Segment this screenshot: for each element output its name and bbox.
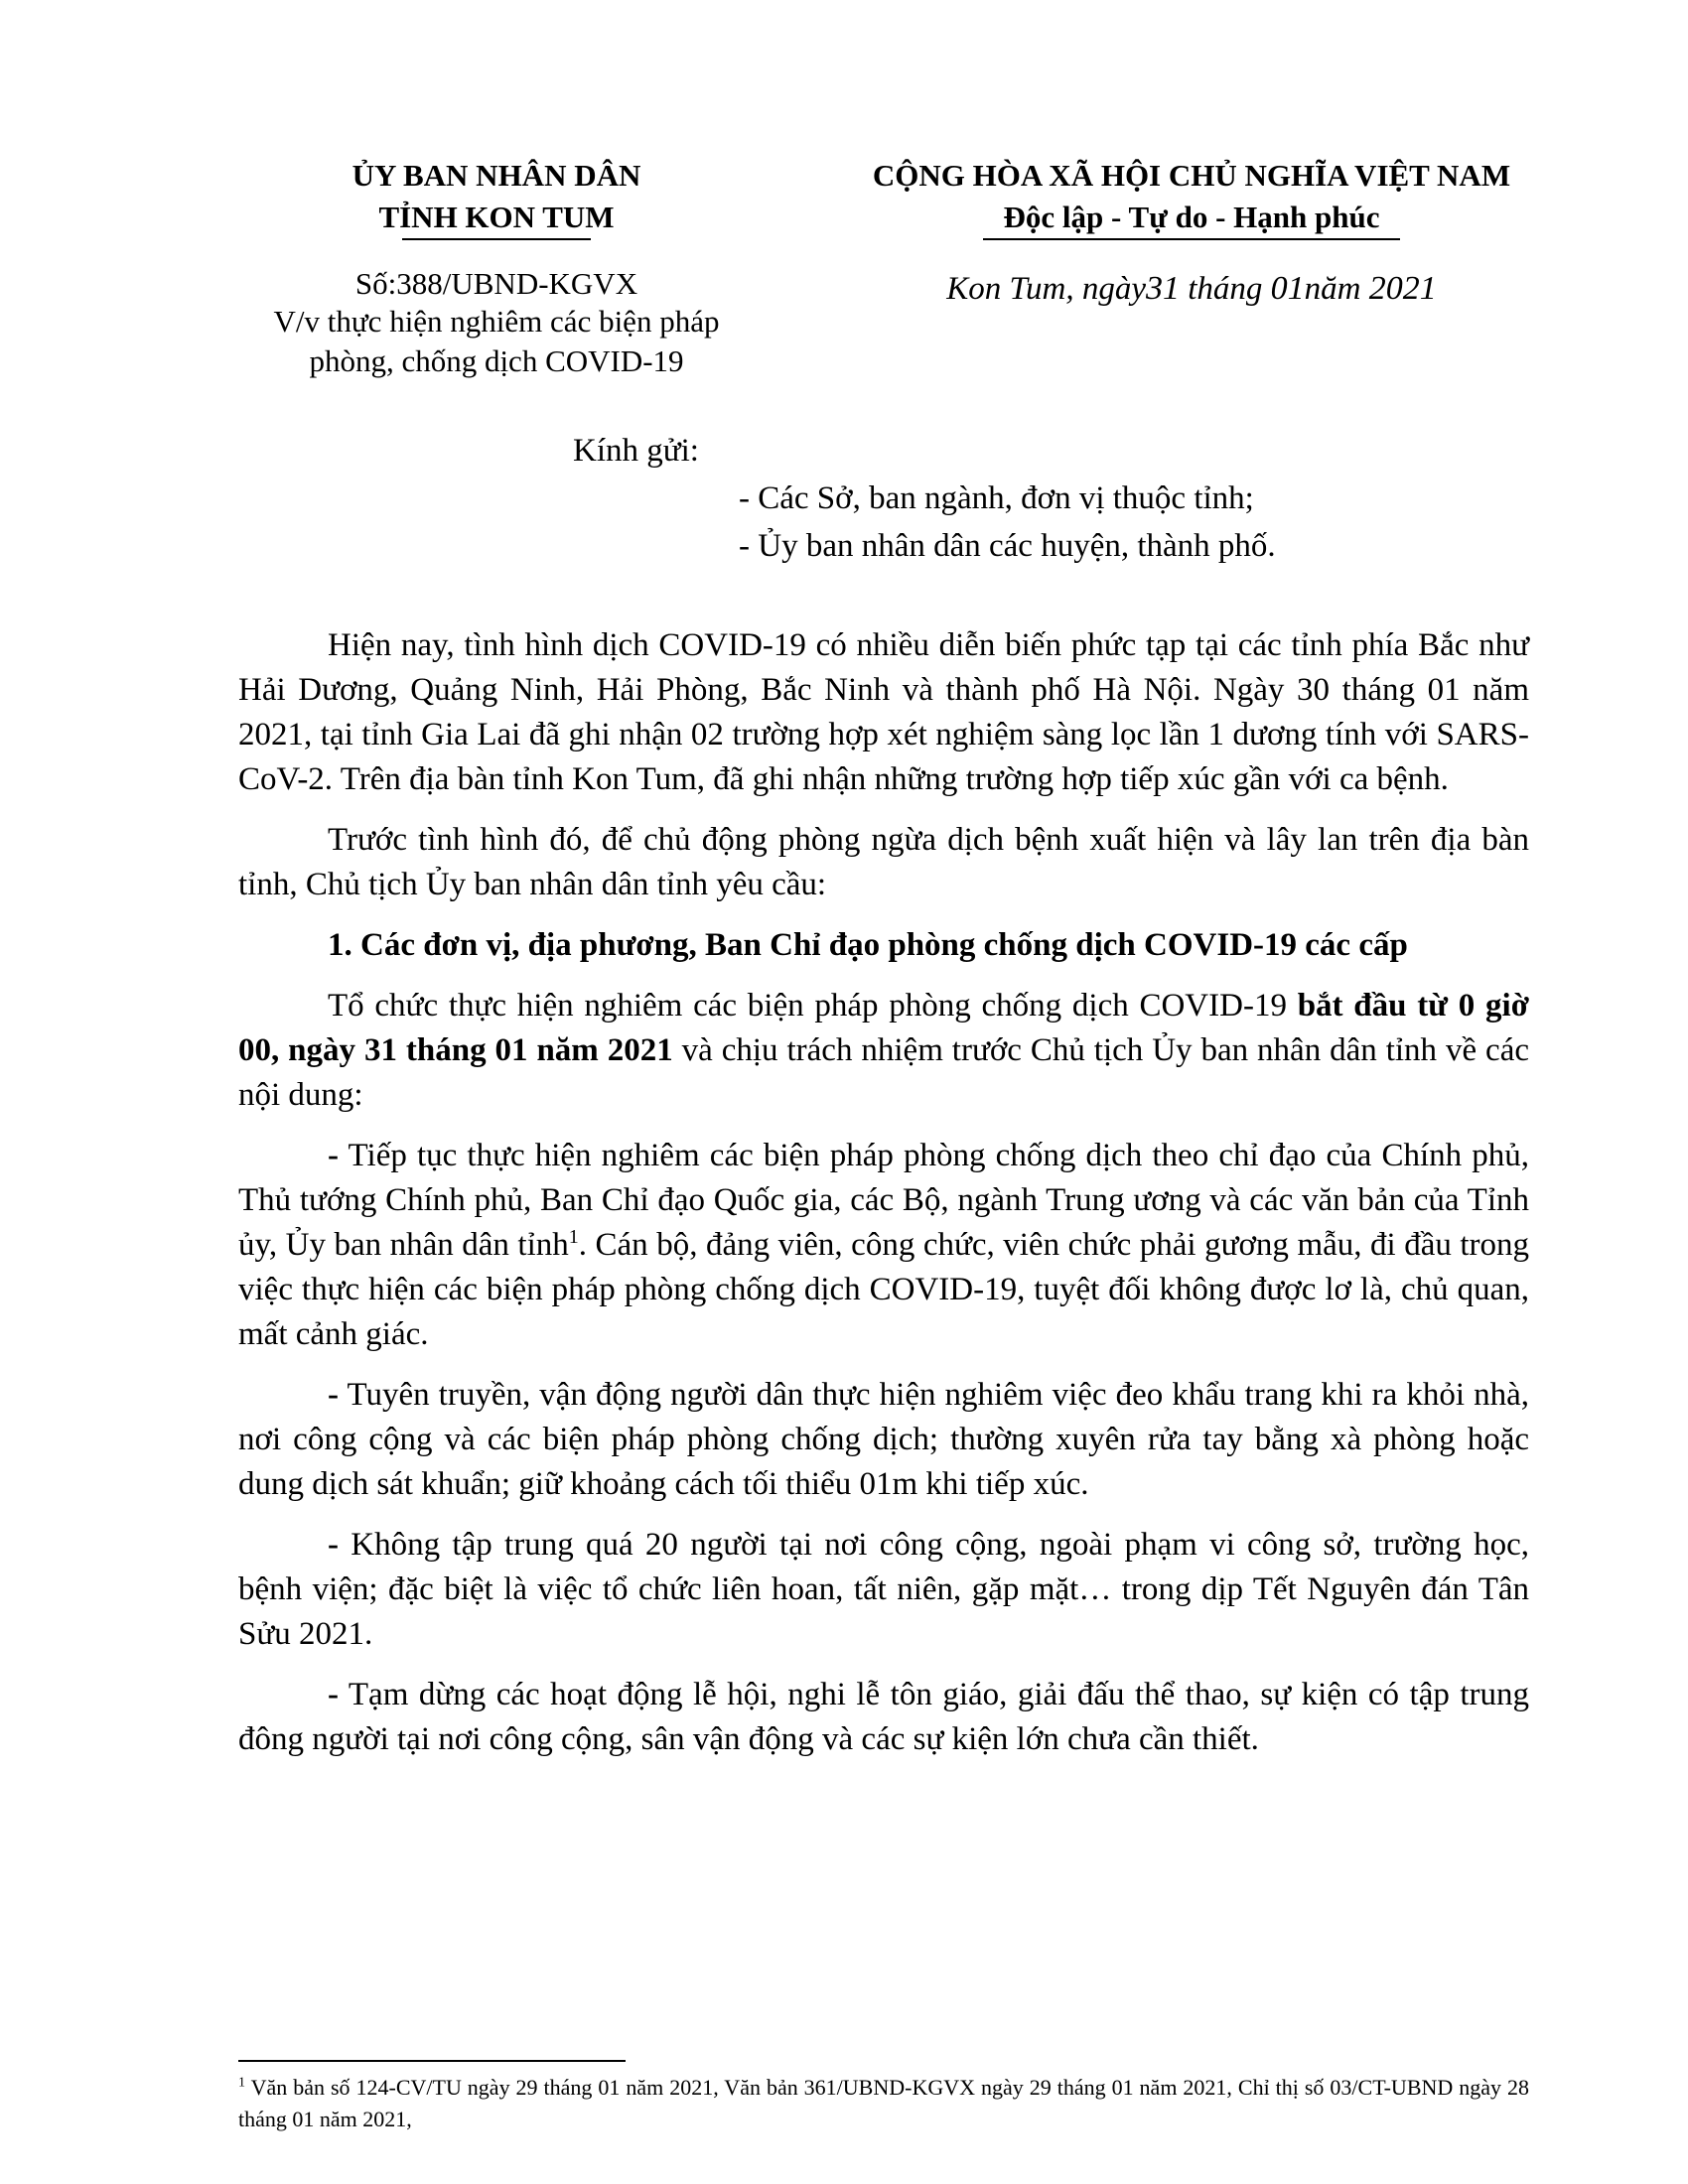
directive-effective-time: bắt đầu từ 0 giờ 00, ngày 31 tháng 01 năm 2021 — [238, 988, 1529, 1068]
directive-text-end: và chịu trách nhiệm trước Chủ tịch Ủy ban nhân dân tỉnh về các nội dung: — [238, 1032, 1530, 1113]
issuer-line-1: ỦY BAN NHÂN DÂN — [352, 158, 641, 193]
footnote-mark: 1 — [238, 2075, 245, 2091]
recipients-block — [573, 427, 1276, 570]
bullet-text: Tiếp tục thực hiện nghiêm các biện pháp phòng chống dịch theo chỉ đạo của Chính phủ, Thủ tướng Chính phủ, Ban Chỉ đạo Quốc gia, các Bộ, ngành Trung ương và các văn bản của Tỉnh ủy, Ủy ban nhân dân tỉnh — [238, 1138, 1529, 1263]
issuer-underline — [402, 238, 591, 240]
date-day: 31 — [1146, 270, 1180, 307]
header-national-motto — [794, 155, 1589, 308]
national-title: CỘNG HÒA XÃ HỘI CHỦ NGHĨA VIỆT NAM — [872, 158, 1511, 193]
bullet-item-2 — [238, 1373, 1529, 1507]
bullet-text: Tạm dừng các hoạt động lễ hội, nghi lễ tôn giáo, giải đấu thể thao, sự kiện có tập trung đông người tại nơi công cộng, sân vận động và các sự kiện lớn chưa cần thiết. — [238, 1677, 1529, 1757]
directive-text-start: Tổ chức thực hiện nghiêm các biện pháp phòng chống dịch COVID-19 — [328, 988, 1298, 1024]
issuer-line-2: TỈNH KON TUM — [378, 200, 615, 234]
footnote-separator — [238, 2060, 626, 2062]
paragraph-situation: Hiện nay, tình hình dịch COVID-19 có nhiều diễn biến phức tạp tại các tỉnh phía Bắc như Hải Dương, Quảng Ninh, Hải Phòng, Bắc Ninh và thành phố Hà Nội. Ngày 30 tháng 01 năm 2021, tại tỉnh Gia Lai đã ghi nhận 02 trường hợp xét nghiệm sàng lọc lần 1 dương tính với SARS-CoV-2. Trên địa bàn tỉnh Kon Tum, đã ghi nhận những trường hợp tiếp xúc gần với ca bệnh. — [238, 627, 1529, 797]
recipient-item: - Ủy ban nhân dân các huyện, thành phố. — [739, 528, 1276, 564]
footnote-text: Văn bản số 124-CV/TU ngày 29 tháng 01 năm 2021, Văn bản 361/UBND-KGVX ngày 29 tháng 01 năm 2021, Chỉ thị số 03/CT-UBND ngày 28 tháng 01 năm 2021, — [238, 2075, 1529, 2131]
date-line — [794, 270, 1589, 308]
subject-line-2: phòng, chống dịch COVID-19 — [309, 343, 684, 378]
subject-line-1: V/v thực hiện nghiêm các biện pháp — [273, 304, 720, 339]
bullet-item-4 — [238, 1673, 1529, 1762]
bullet-text: Không tập trung quá 20 người tại nơi công cộng, ngoài phạm vi công sở, trường học, bệnh viện; đặc biệt là việc tổ chức liên hoan, tất niên, gặp mặt… trong dịp Tết Nguyên đán Tân Sửu 2021. — [238, 1527, 1529, 1652]
bullet-dash: - — [328, 1377, 339, 1413]
date-month: 01 — [1270, 270, 1305, 307]
date-year: 2021 — [1368, 270, 1437, 307]
document-number: Số:388/UBND-KGVX — [354, 266, 638, 301]
recipients-label: Kính gửi: — [573, 433, 699, 469]
paragraph-request: Trước tình hình đó, để chủ động phòng ngừa dịch bệnh xuất hiện và lây lan trên địa bàn tỉnh, Chủ tịch Ủy ban nhân dân tỉnh yêu cầu: — [238, 822, 1529, 902]
bullet-dash: - — [328, 1138, 339, 1173]
paragraph-directive — [238, 984, 1529, 1118]
footnote-ref: 1 — [568, 1226, 579, 1248]
header-issuer — [238, 155, 755, 381]
footnote — [238, 2072, 1529, 2135]
date-prefix: Kon Tum, ngày — [946, 271, 1146, 307]
bullet-item-3 — [238, 1523, 1529, 1657]
bullet-dash: - — [328, 1527, 339, 1563]
recipient-item: - Các Sở, ban ngành, đơn vị thuộc tỉnh; — [739, 480, 1254, 516]
bullet-text: . Cán bộ, đảng viên, công chức, viên chức phải gương mẫu, đi đầu trong việc thực hiện các biện pháp phòng chống dịch COVID-19, tuyệt đối không được lơ là, chủ quan, mất cảnh giác. — [238, 1227, 1530, 1352]
national-motto: Độc lập - Tự do - Hạnh phúc — [1003, 200, 1380, 234]
date-year-label: năm — [1304, 271, 1361, 307]
document-body — [238, 623, 1529, 1778]
bullet-dash: - — [328, 1677, 339, 1712]
bullet-text: Tuyên truyền, vận động người dân thực hiện nghiêm việc đeo khẩu trang khi ra khỏi nhà, nơi công cộng và các biện pháp phòng chống dịch; thường xuyên rửa tay bằng xà phòng hoặc dung dịch sát khuẩn; giữ khoảng cách tối thiểu 01m khi tiếp xúc. — [238, 1377, 1529, 1502]
section-heading-1: 1. Các đơn vị, địa phương, Ban Chỉ đạo phòng chống dịch COVID-19 các cấp — [328, 927, 1408, 963]
motto-underline — [983, 238, 1400, 240]
date-month-label: tháng — [1188, 271, 1263, 307]
bullet-item-1 — [238, 1134, 1529, 1357]
